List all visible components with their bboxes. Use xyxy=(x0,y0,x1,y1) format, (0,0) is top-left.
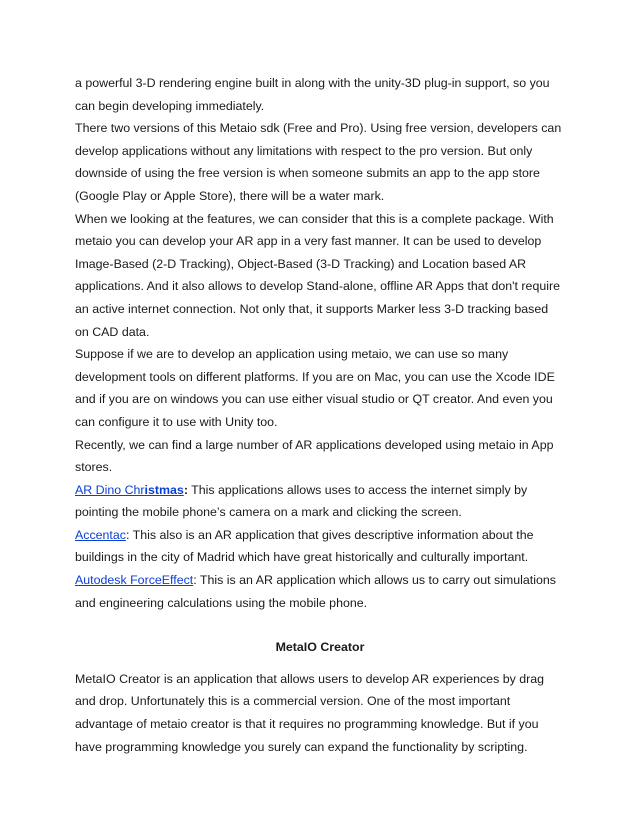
app-description: This applications allows uses to access the internet simply by pointing the mobile phone’s camera on a mark and clicking the screen. xyxy=(75,482,528,520)
paragraph-features: When we looking at the features, we can consider that this is a complete package. With metaio you can develop your AR app in a very fast manner. It can be used to develop Image-Based (2-D Tracking), Object-Based (3-D Tracking) and Location based AR applications. And it also allows to develop Stand-alone, offline AR Apps that don't require an active internet connection. Not only that, it supports Marker less 3-D tracking based on CAD data. xyxy=(75,211,560,339)
paragraph-app-stores: Recently, we can find a large number of AR applications developed using metaio in App stores. xyxy=(75,437,554,475)
ar-dino-christmas-link[interactable]: AR Dino Christmas xyxy=(75,482,184,497)
app-entry-ar-dino-christmas xyxy=(75,479,565,524)
document-page xyxy=(75,72,565,758)
app-entry-separator: : xyxy=(125,527,130,542)
paragraph-rendering-engine: a powerful 3-D rendering engine built in along with the unity-3D plug-in support, so you can begin developing immediately. xyxy=(75,76,550,113)
section-heading: MetaIO Creator xyxy=(275,640,365,655)
paragraph-metaio-creator: MetaIO Creator is an application that allows users to develop AR experiences by drag and drop. Unfortunately this is a commercial version. One of the most important advantage of metaio creator is that it requires no programming knowledge. But if you have programming knowledge you surely can expand the functionality by scripting. xyxy=(75,671,545,754)
app-entry-separator: : xyxy=(183,482,188,497)
app-description: This is an AR application which allows us to carry out simulations and engineering calculations using the mobile phone. xyxy=(75,573,556,610)
accentac-link[interactable]: Accentac xyxy=(75,527,126,542)
app-entry-accentac xyxy=(75,524,565,569)
app-entry-autodesk-forceeffect xyxy=(75,569,565,614)
app-description: This also is an AR application that gives descriptive information about the buildings in the city of Madrid which have great historically and culturally important. xyxy=(75,527,534,565)
app-entry-separator: : xyxy=(193,573,197,588)
paragraph-sdk-versions: There two versions of this Metaio sdk (Free and Pro). Using free version, developers can develop applications without any limitations with respect to the pro version. But only downside of using the free version is when someone submits an app to the app store (Google Play or Apple Store), there will be a water mark. xyxy=(75,121,562,203)
paragraph-development-tools: Suppose if we are to develop an application using metaio, we can use so many development tools on different platforms. If you are on Mac, you can use the Xcode IDE and if you are on windows you can use either visual studio or QT creator. And even you can configure it to use with Unity too. xyxy=(75,347,555,429)
autodesk-forceeffect-link[interactable]: Autodesk ForceEffect xyxy=(75,573,194,588)
